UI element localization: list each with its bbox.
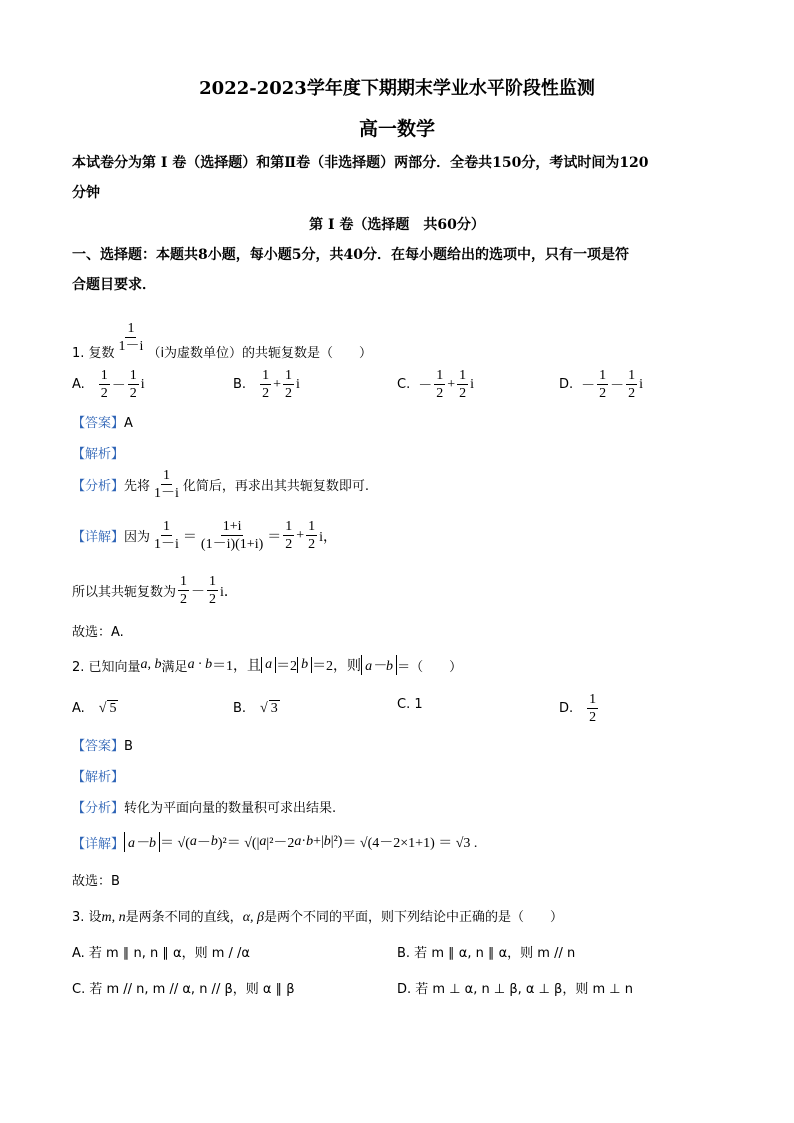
intro-line-2: 分钟: [72, 185, 100, 201]
subject-title: 高一数学: [358, 118, 435, 140]
page-title: 2022-2023学年度下期期末学业水平阶段性监测: [199, 78, 595, 99]
section-line-2: 合题目要求．: [72, 277, 156, 293]
q1-option-a: A. $\frac{1}{2}$ － $\frac{1}{2}$ i: [72, 368, 145, 402]
intro-line-1: 本试卷分为第 I 卷（选择题）和第Ⅱ卷（非选择题）两部分．全卷共150分，考试时间为120: [72, 155, 649, 171]
q3-option-b: B. 若 m ∥ α, n ∥ α，则 m // n: [397, 946, 576, 961]
q2-answer: B: [124, 739, 133, 754]
q3-option-d: D. 若 m ⊥ α, n ⊥ β, α ⊥ β，则 m ⊥ n: [397, 982, 633, 997]
q2-answer-line: 【答案】B: [72, 739, 133, 754]
q2-conclusion: 故选：B: [72, 874, 120, 889]
q2-analysis-tag: 【解析】: [72, 770, 125, 785]
q1-prefix: 1. 复数: [72, 346, 115, 361]
section-line-1: 一、选择题：本题共8小题，每小题5分，共40分．在每小题给出的选项中，只有一项是符: [72, 247, 629, 263]
q2-detail: 【详解】 a－b ＝ √( a － b )²＝ √(| a |²－2 a · b +| b |²) ＝ √(4－2×1+1) ＝ √3 .: [72, 834, 478, 852]
q2-option-c: C. 1: [397, 697, 423, 712]
q1-conj: 所以其共轭复数为 $\frac{1}{2}$ － $\frac{1}{2}$ i．: [72, 574, 238, 608]
q1-option-c: C. － $\frac{1}{2}$ + $\frac{1}{2}$ i: [397, 368, 475, 402]
q2-option-b: B. √ 3: [233, 701, 278, 716]
q2-option-d: D. $\frac{1}{2}$: [559, 692, 597, 726]
q1-suffix: （i为虚数单位）的共轭复数是（ ）: [147, 346, 373, 361]
q1-option-b: B. $\frac{1}{2}$ + $\frac{1}{2}$ i: [233, 368, 300, 402]
q1-option-d: D. － $\frac{1}{2}$ － $\frac{1}{2}$ i: [559, 368, 644, 402]
q2-option-a: A. √ 5: [72, 701, 117, 716]
q1-conclusion: 故选：A.: [72, 625, 124, 640]
q3-option-c: C. 若 m // n, m // α, n // β，则 α ∥ β: [72, 982, 295, 997]
q3-stem: 3. 设m, n是两条不同的直线，α, β是两个不同的平面，则下列结论中正确的是（ ）: [72, 910, 564, 925]
q1-fraction: $\frac{1}{1-i}$: [118, 320, 144, 354]
q2-stem: 2. 已知向量 a, b 满足 a · b ＝1，且 a ＝2 b ＝2，则 a－b ＝（ ）: [72, 657, 463, 675]
answer-tag: 【答案】: [72, 416, 125, 431]
q1-answer-line: [72, 412, 133, 431]
q1-answer: A: [124, 416, 133, 431]
q1-detail: 【详解】 因为 $\frac{1}{1-i}$ ＝ $\frac{1+i}{(1-i)(1+i)}$ ＝ $\frac{1}{2}$ + $\frac{1}{2}$ i，: [72, 519, 338, 553]
q1-analysis-tag: 【解析】: [72, 447, 125, 462]
q1-stem: [72, 314, 372, 361]
q1-fenxi: 【分析】 先将 $\frac{1}{1-i}$ 化简后，再求出其共轭复数即可.: [72, 468, 370, 502]
part-title: 第 I 卷（选择题 共60分）: [309, 217, 485, 233]
q2-fenxi: 【分析】转化为平面向量的数量积可求出结果.: [72, 801, 337, 816]
q3-option-a: A. 若 m ∥ n, n ∥ α，则 m / /α: [72, 946, 250, 961]
